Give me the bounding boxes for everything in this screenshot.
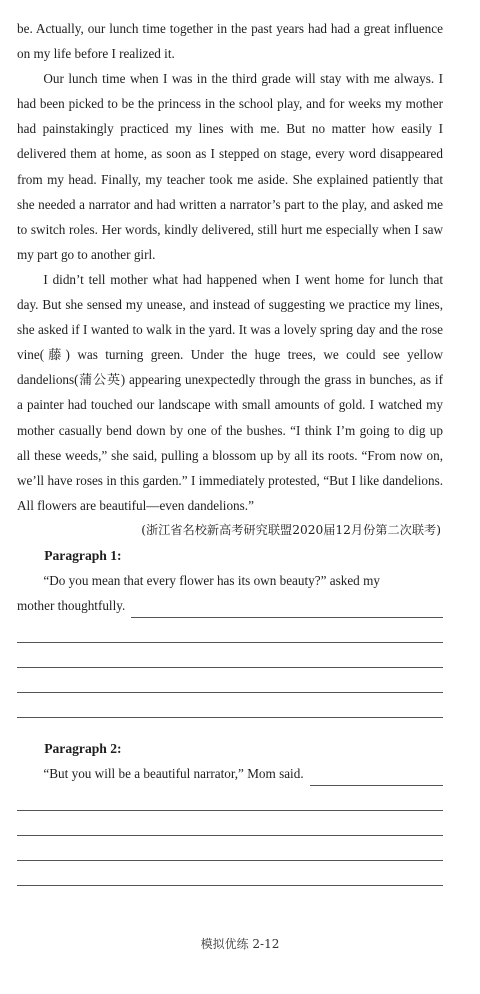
paragraph-1-writing-line[interactable] — [17, 618, 443, 643]
paragraph-2-writing-line[interactable] — [17, 786, 443, 811]
paragraph-2-prompt-row — [17, 761, 443, 786]
paragraph-1-answer-blank[interactable] — [131, 600, 443, 618]
paragraph-2-heading: Paragraph 2: — [44, 741, 122, 757]
paragraph-1-prompt-continued — [17, 593, 443, 618]
passage-paragraph-1: be. Actually, our lunch time together in the past years had had a great influence on my life before I realized it. — [17, 21, 443, 62]
passage-paragraph-2: Our lunch time when I was in the third grade will stay with me always. I had been picked to be the princess in the school play, and for weeks my mother had painstakingly practiced my lines with me. But no matter how easily I delivered them at home, as soon as I stepped on stage, every word disappeared from my head. Finally, my teacher took me aside. She explained patiently that she needed a narrator and had written a narrator’s part to the play, and asked me to switch roles. Her words, kindly delivered, still hurt me especially when I saw my part go to another girl. — [17, 71, 443, 262]
paragraph-2-prompt: “But you will be a beautiful narrator,” Mom said. — [43, 766, 304, 782]
paragraph-1-writing-line[interactable] — [17, 643, 443, 668]
paragraph-2-writing-line[interactable] — [17, 836, 443, 861]
source-note: (浙江省名校新高考研究联盟2020届12月份第二次联考) — [141, 522, 441, 537]
document-body — [17, 16, 443, 886]
paragraph-1-writing-line[interactable] — [17, 693, 443, 718]
paragraph-2-writing-line[interactable] — [17, 811, 443, 836]
paragraph-1-heading: Paragraph 1: — [44, 547, 122, 563]
page-footer: 模拟优练 2-12 — [200, 937, 280, 951]
paragraph-1-writing-line[interactable] — [17, 668, 443, 693]
paragraph-2-answer-blank[interactable] — [310, 768, 443, 786]
passage-paragraph-3: I didn’t tell mother what had happened when I went home for lunch that day. But she sensed my unease, and instead of suggesting we practice my lines, she asked if I wanted to walk in the yard. It was a lovely spring day and the rose vine(藤) was turning green. Under the huge trees, we could see yellow dandelions(蒲公英) appearing unexpectedly through the grass in bunches, as if a painter had touched our landscape with small amounts of gold. I watched my mother casually bend down by one of the bushes. “I think I’m going to dig up all these weeds,” she said, pulling a blossom up by all its roots. “From now on, we’ll have roses in this garden.” I immediately protested, “But I like dandelions. All flowers are beautiful—even dandelions.” — [17, 271, 443, 513]
paragraph-2-writing-line[interactable] — [17, 861, 443, 886]
paragraph-1-prompt: “Do you mean that every flower has its own beauty?” asked my — [43, 573, 380, 589]
paragraph-1-prompt-end: mother thoughtfully. — [17, 598, 126, 614]
